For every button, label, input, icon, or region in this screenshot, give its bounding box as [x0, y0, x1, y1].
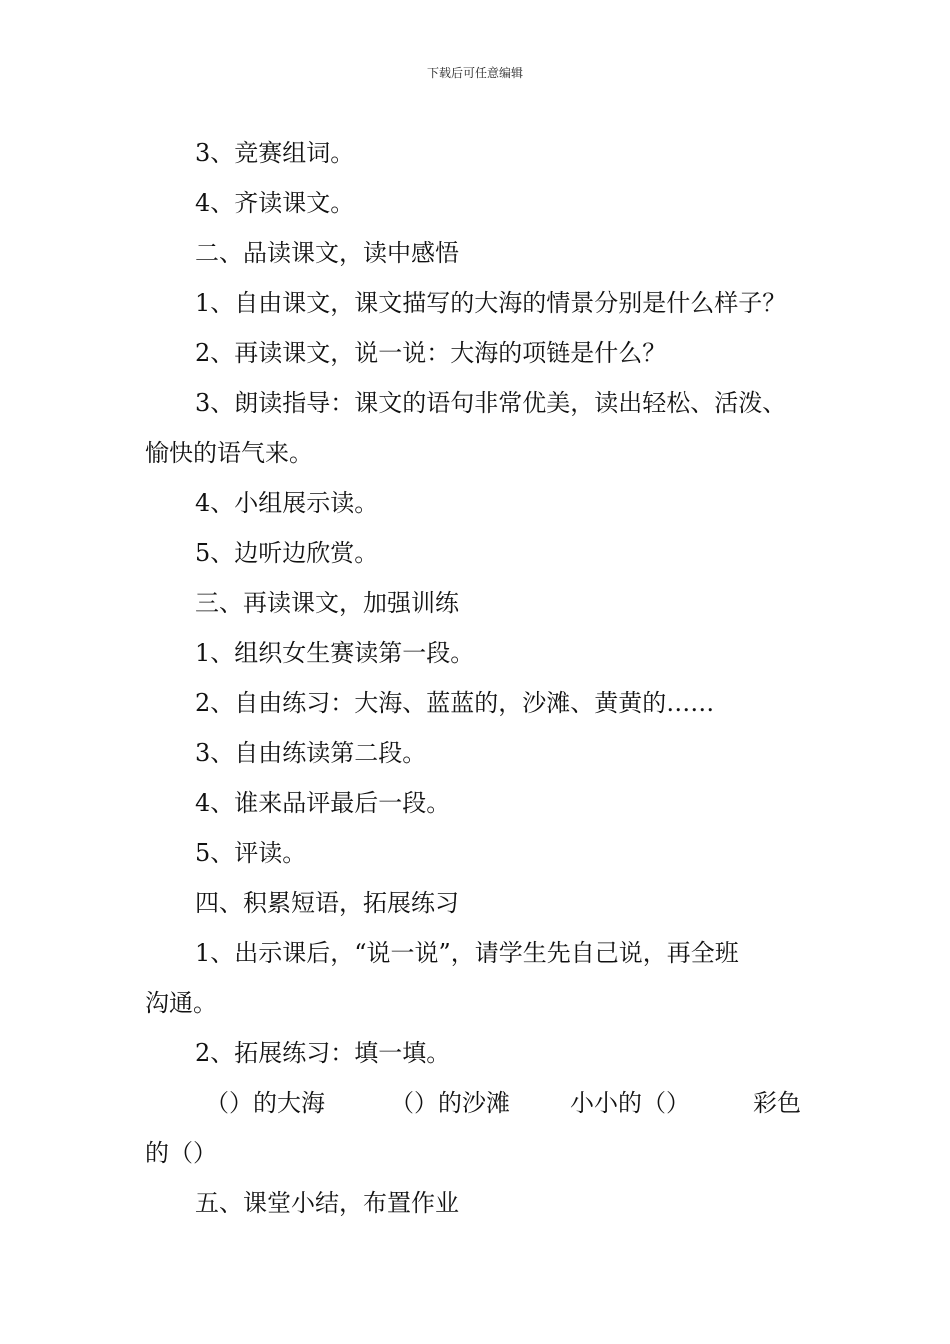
text-line: 2、再读课文，说一说：大海的项链是什么？ [195, 339, 667, 367]
page-header: 下载后可任意编辑 [426, 66, 523, 80]
text-line: 5、边听边欣赏。 [195, 539, 379, 567]
blank-phrase: （）的大海 [205, 1089, 325, 1117]
fill-in-blanks-row [145, 1078, 825, 1128]
section-heading: 四、积累短语，拓展练习 [195, 889, 459, 917]
section-heading: 五、课堂小结，布置作业 [195, 1189, 459, 1217]
text-line: 2、拓展练习：填一填。 [195, 1039, 451, 1067]
text-line: 4、小组展示读。 [195, 489, 379, 517]
text-line: 3、自由练读第二段。 [195, 739, 427, 767]
text-line: 4、齐读课文。 [195, 189, 355, 217]
blank-phrase: 彩色 [753, 1089, 801, 1117]
text-line: 4、谁来品评最后一段。 [195, 789, 451, 817]
text-line: 2、自由练习：大海、蓝蓝的，沙滩、黄黄的…… [195, 689, 715, 717]
text-line: 1、出示课后，“说一说”，请学生先自己说，再全班 [195, 939, 739, 967]
section-heading: 三、再读课文，加强训练 [195, 589, 459, 617]
blank-phrase-continuation: 的（） [145, 1139, 217, 1167]
text-line: 1、组织女生赛读第一段。 [195, 639, 475, 667]
text-line: 1、自由课文，课文描写的大海的情景分别是什么样子？ [195, 289, 787, 317]
text-line: 5、评读。 [195, 839, 307, 867]
blank-phrase: （）的沙滩 [390, 1089, 510, 1117]
section-heading: 二、品读课文，读中感悟 [195, 239, 459, 267]
text-line: 3、朗读指导：课文的语句非常优美，读出轻松、活泼、 [195, 389, 787, 417]
blank-phrase: 小小的（） [570, 1089, 690, 1117]
document-body [145, 128, 825, 1228]
text-line-continuation: 沟通。 [145, 989, 217, 1017]
text-line: 3、竞赛组词。 [195, 139, 355, 167]
text-line-continuation: 愉快的语气来。 [145, 439, 313, 467]
